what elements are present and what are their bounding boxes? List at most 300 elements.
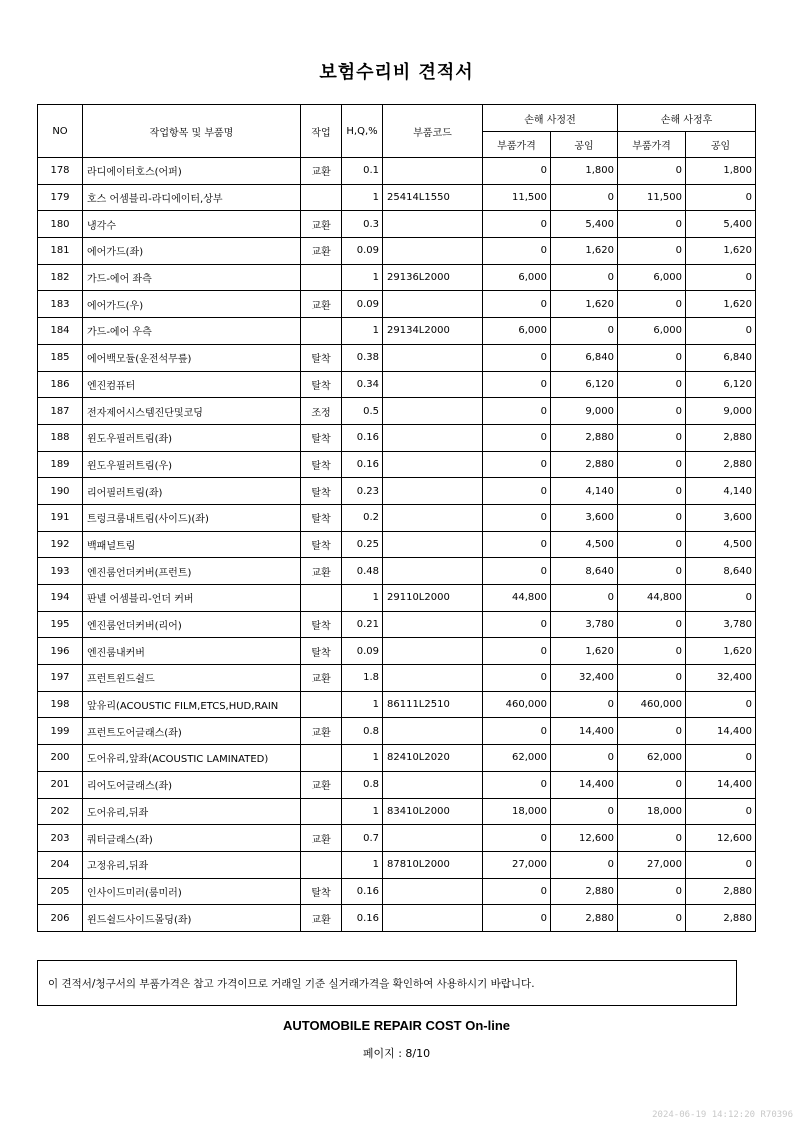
row-after-part-price: 44,800 [618,585,686,612]
row-item-name: 엔진컴퓨터 [83,371,301,398]
row-no: 205 [38,878,83,905]
row-after-part-price: 0 [618,238,686,265]
table-row [38,424,756,451]
row-after-labor: 0 [686,585,756,612]
row-item-name: 도어유리,앞좌(ACOUSTIC LAMINATED) [83,745,301,772]
row-no: 192 [38,531,83,558]
row-item-name: 판넬 어셈블리-언더 커버 [83,585,301,612]
row-part-code: 82410L2020 [383,745,483,772]
row-after-labor: 14,400 [686,718,756,745]
header-no: NO [38,105,83,158]
row-item-name: 냉각수 [83,211,301,238]
row-before-part-price: 0 [483,638,551,665]
row-work-type: 탈착 [301,531,342,558]
row-item-name: 앞유리(ACOUSTIC FILM,ETCS,HUD,RAIN [83,691,301,718]
row-before-labor: 6,120 [551,371,618,398]
row-before-part-price: 0 [483,371,551,398]
row-no: 181 [38,238,83,265]
row-work-type: 탈착 [301,371,342,398]
row-after-labor: 14,400 [686,771,756,798]
row-before-labor: 14,400 [551,718,618,745]
row-item-name: 쿼터글래스(좌) [83,825,301,852]
row-after-labor: 0 [686,851,756,878]
row-work-type: 교환 [301,158,342,185]
row-before-labor: 0 [551,798,618,825]
table-row [38,558,756,585]
row-after-part-price: 18,000 [618,798,686,825]
row-work-type: 교환 [301,771,342,798]
row-part-code: 29110L2000 [383,585,483,612]
row-after-part-price: 0 [618,825,686,852]
row-part-code: 29136L2000 [383,264,483,291]
row-part-code [383,424,483,451]
row-hq: 0.34 [342,371,383,398]
row-no: 201 [38,771,83,798]
row-item-name: 전자제어시스템진단및코딩 [83,398,301,425]
row-before-part-price: 0 [483,531,551,558]
row-before-part-price: 0 [483,344,551,371]
row-no: 190 [38,478,83,505]
row-part-code [383,638,483,665]
row-hq: 0.09 [342,291,383,318]
row-work-type: 교환 [301,291,342,318]
row-after-labor: 3,780 [686,611,756,638]
document-title: 보험수리비 견적서 [319,62,474,83]
row-work-type [301,798,342,825]
row-hq: 0.25 [342,531,383,558]
page-number: 페이지 : 8/10 [362,1047,431,1060]
row-after-labor: 4,500 [686,531,756,558]
row-after-labor: 0 [686,798,756,825]
row-part-code [383,611,483,638]
row-no: 196 [38,638,83,665]
header-after-labor: 공임 [686,132,756,158]
row-before-labor: 9,000 [551,398,618,425]
row-after-labor: 2,880 [686,424,756,451]
row-before-labor: 4,500 [551,531,618,558]
table-row [38,825,756,852]
row-hq: 1 [342,184,383,211]
header-before-labor: 공임 [551,132,618,158]
row-work-type: 탈착 [301,878,342,905]
row-before-part-price: 0 [483,478,551,505]
row-item-name: 가드-에어 우측 [83,318,301,345]
row-item-name: 엔진룸내커버 [83,638,301,665]
row-after-part-price: 0 [618,211,686,238]
table-row [38,638,756,665]
row-work-type: 교환 [301,905,342,932]
row-work-type: 탈착 [301,451,342,478]
row-before-part-price: 0 [483,211,551,238]
row-no: 203 [38,825,83,852]
row-before-labor: 5,400 [551,211,618,238]
row-work-type: 탈착 [301,478,342,505]
row-after-labor: 6,120 [686,371,756,398]
row-work-type: 교환 [301,558,342,585]
table-row [38,211,756,238]
row-before-labor: 0 [551,318,618,345]
row-before-part-price: 62,000 [483,745,551,772]
row-no: 188 [38,424,83,451]
table-row [38,291,756,318]
row-no: 178 [38,158,83,185]
row-hq: 0.8 [342,771,383,798]
row-part-code [383,238,483,265]
row-hq: 0.16 [342,424,383,451]
row-before-part-price: 0 [483,424,551,451]
row-before-part-price: 0 [483,291,551,318]
table-row [38,264,756,291]
row-before-labor: 0 [551,184,618,211]
row-item-name: 가드-에어 좌측 [83,264,301,291]
row-part-code [383,825,483,852]
row-before-labor: 14,400 [551,771,618,798]
row-before-part-price: 11,500 [483,184,551,211]
row-after-labor: 12,600 [686,825,756,852]
row-work-type: 탈착 [301,424,342,451]
row-no: 202 [38,798,83,825]
row-hq: 0.21 [342,611,383,638]
row-item-name: 엔진룸언더커버(리어) [83,611,301,638]
row-item-name: 리어필러트림(좌) [83,478,301,505]
row-work-type: 교환 [301,718,342,745]
header-before-part-price: 부품가격 [483,132,551,158]
row-before-labor: 12,600 [551,825,618,852]
table-row [38,184,756,211]
table-row [38,318,756,345]
row-work-type [301,691,342,718]
row-after-part-price: 0 [618,531,686,558]
row-before-labor: 2,880 [551,424,618,451]
row-before-part-price: 6,000 [483,264,551,291]
row-before-labor: 0 [551,585,618,612]
row-hq: 0.09 [342,238,383,265]
row-part-code [383,158,483,185]
row-no: 195 [38,611,83,638]
row-part-code [383,531,483,558]
table-row [38,878,756,905]
row-after-labor: 0 [686,691,756,718]
row-item-name: 에어가드(우) [83,291,301,318]
row-after-part-price: 6,000 [618,264,686,291]
table-row [38,585,756,612]
row-no: 200 [38,745,83,772]
row-part-code [383,451,483,478]
row-after-labor: 1,620 [686,238,756,265]
header-hq: H,Q,% [342,105,383,158]
row-item-name: 윈도우필러트림(우) [83,451,301,478]
row-hq: 1 [342,851,383,878]
row-hq: 1 [342,745,383,772]
row-no: 179 [38,184,83,211]
row-no: 199 [38,718,83,745]
row-part-code: 87810L2000 [383,851,483,878]
row-before-part-price: 0 [483,825,551,852]
table-row [38,344,756,371]
row-work-type: 교환 [301,665,342,692]
row-item-name: 에어가드(좌) [83,238,301,265]
row-hq: 0.16 [342,878,383,905]
row-after-labor: 1,620 [686,638,756,665]
row-no: 183 [38,291,83,318]
row-before-part-price: 0 [483,558,551,585]
row-after-labor: 3,600 [686,504,756,531]
row-after-labor: 4,140 [686,478,756,505]
row-after-part-price: 0 [618,451,686,478]
row-after-labor: 6,840 [686,344,756,371]
row-work-type [301,264,342,291]
header-after-assessment: 손해 사정후 [618,105,756,132]
row-after-part-price: 62,000 [618,745,686,772]
row-work-type [301,318,342,345]
row-no: 204 [38,851,83,878]
row-work-type: 조정 [301,398,342,425]
row-work-type: 탈착 [301,344,342,371]
row-after-part-price: 27,000 [618,851,686,878]
row-after-part-price: 0 [618,371,686,398]
row-work-type: 탈착 [301,611,342,638]
row-before-labor: 1,620 [551,238,618,265]
row-before-labor: 3,600 [551,504,618,531]
row-after-part-price: 0 [618,665,686,692]
row-after-labor: 0 [686,184,756,211]
row-before-labor: 2,880 [551,878,618,905]
row-part-code [383,771,483,798]
row-after-labor: 0 [686,745,756,772]
row-item-name: 윈도우필러트림(좌) [83,424,301,451]
row-part-code [383,878,483,905]
header-work: 작업 [301,105,342,158]
row-after-labor: 2,880 [686,451,756,478]
row-before-part-price: 27,000 [483,851,551,878]
row-item-name: 리어도어글래스(좌) [83,771,301,798]
table-row [38,371,756,398]
header-before-assessment: 손해 사정전 [483,105,618,132]
row-before-labor: 2,880 [551,451,618,478]
estimate-rows [38,158,756,932]
row-before-part-price: 0 [483,718,551,745]
row-after-part-price: 460,000 [618,691,686,718]
row-before-labor: 0 [551,851,618,878]
row-item-name: 프런트도어글래스(좌) [83,718,301,745]
row-hq: 0.1 [342,158,383,185]
row-hq: 0.48 [342,558,383,585]
row-after-part-price: 0 [618,638,686,665]
row-after-part-price: 0 [618,344,686,371]
row-before-labor: 8,640 [551,558,618,585]
table-row [38,531,756,558]
row-part-code [383,291,483,318]
row-no: 193 [38,558,83,585]
row-before-labor: 1,800 [551,158,618,185]
row-work-type: 교환 [301,825,342,852]
row-after-labor: 1,800 [686,158,756,185]
row-hq: 1.8 [342,665,383,692]
row-hq: 0.2 [342,504,383,531]
row-before-part-price: 460,000 [483,691,551,718]
row-work-type [301,745,342,772]
row-before-labor: 32,400 [551,665,618,692]
row-after-part-price: 0 [618,504,686,531]
row-item-name: 프런트윈드쉴드 [83,665,301,692]
row-item-name: 인사이드미러(룸미러) [83,878,301,905]
table-row [38,691,756,718]
row-part-code [383,478,483,505]
row-before-part-price: 0 [483,238,551,265]
row-before-part-price: 0 [483,504,551,531]
row-before-part-price: 0 [483,451,551,478]
row-after-labor: 5,400 [686,211,756,238]
row-no: 187 [38,398,83,425]
row-after-labor: 1,620 [686,291,756,318]
row-after-labor: 0 [686,318,756,345]
row-after-part-price: 0 [618,718,686,745]
table-row [38,771,756,798]
row-before-labor: 2,880 [551,905,618,932]
row-part-code: 86111L2510 [383,691,483,718]
row-hq: 0.09 [342,638,383,665]
row-work-type [301,851,342,878]
table-row [38,504,756,531]
row-part-code [383,371,483,398]
row-work-type: 교환 [301,211,342,238]
row-no: 206 [38,905,83,932]
row-part-code [383,211,483,238]
table-row [38,398,756,425]
row-work-type [301,184,342,211]
row-no: 182 [38,264,83,291]
header-after-part-price: 부품가격 [618,132,686,158]
row-part-code: 83410L2000 [383,798,483,825]
row-before-labor: 4,140 [551,478,618,505]
row-item-name: 라디에이터호스(어퍼) [83,158,301,185]
row-after-labor: 9,000 [686,398,756,425]
row-hq: 0.5 [342,398,383,425]
row-before-part-price: 0 [483,158,551,185]
row-after-labor: 8,640 [686,558,756,585]
row-before-part-price: 0 [483,771,551,798]
row-after-labor: 0 [686,264,756,291]
row-after-part-price: 0 [618,424,686,451]
row-part-code [383,398,483,425]
row-work-type: 탈착 [301,504,342,531]
row-hq: 1 [342,691,383,718]
table-row [38,745,756,772]
table-row [38,478,756,505]
row-part-code: 29134L2000 [383,318,483,345]
row-hq: 1 [342,264,383,291]
row-after-part-price: 0 [618,158,686,185]
row-after-part-price: 0 [618,398,686,425]
row-before-labor: 1,620 [551,638,618,665]
row-before-labor: 6,840 [551,344,618,371]
row-before-labor: 0 [551,264,618,291]
row-no: 198 [38,691,83,718]
row-item-name: 백패널트림 [83,531,301,558]
header-item: 작업항목 및 부품명 [83,105,301,158]
row-no: 197 [38,665,83,692]
header-part-code: 부품코드 [383,105,483,158]
row-hq: 0.16 [342,905,383,932]
row-before-labor: 0 [551,691,618,718]
row-no: 191 [38,504,83,531]
row-hq: 1 [342,798,383,825]
row-no: 189 [38,451,83,478]
row-before-labor: 3,780 [551,611,618,638]
row-before-part-price: 0 [483,905,551,932]
footer-title: AUTOMOBILE REPAIR COST On-line [282,1018,511,1033]
row-hq: 0.7 [342,825,383,852]
row-part-code [383,665,483,692]
row-hq: 0.8 [342,718,383,745]
row-part-code [383,504,483,531]
row-before-part-price: 0 [483,665,551,692]
row-work-type [301,585,342,612]
row-no: 185 [38,344,83,371]
row-item-name: 엔진룸언더커버(프런트) [83,558,301,585]
row-before-part-price: 18,000 [483,798,551,825]
row-after-labor: 2,880 [686,878,756,905]
table-row [38,851,756,878]
print-timestamp: 2024-06-19 14:12:20 R70396 [652,1110,793,1120]
row-after-part-price: 11,500 [618,184,686,211]
row-before-part-price: 0 [483,611,551,638]
row-before-part-price: 6,000 [483,318,551,345]
price-notice: 이 견적서/청구서의 부품가격은 참고 가격이므로 거래일 기준 실거래가격을 확인하여 사용하시기 바랍니다. [37,960,737,1006]
row-hq: 1 [342,318,383,345]
row-before-labor: 1,620 [551,291,618,318]
table-row [38,611,756,638]
row-after-part-price: 0 [618,878,686,905]
row-after-labor: 2,880 [686,905,756,932]
row-hq: 0.23 [342,478,383,505]
table-row [38,798,756,825]
row-after-part-price: 6,000 [618,318,686,345]
row-part-code [383,718,483,745]
table-row [38,905,756,932]
row-after-part-price: 0 [618,771,686,798]
row-after-part-price: 0 [618,291,686,318]
row-before-part-price: 44,800 [483,585,551,612]
row-work-type: 탈착 [301,638,342,665]
row-before-part-price: 0 [483,878,551,905]
row-item-name: 호스 어셈블리-라디에이터,상부 [83,184,301,211]
row-no: 180 [38,211,83,238]
row-no: 184 [38,318,83,345]
row-work-type: 교환 [301,238,342,265]
row-no: 194 [38,585,83,612]
row-after-labor: 32,400 [686,665,756,692]
table-row [38,718,756,745]
row-part-code [383,344,483,371]
row-item-name: 윈드쉴드사이드몰딩(좌) [83,905,301,932]
row-after-part-price: 0 [618,611,686,638]
row-after-part-price: 0 [618,905,686,932]
row-item-name: 트렁크룸내트림(사이드)(좌) [83,504,301,531]
table-row [38,158,756,185]
row-hq: 1 [342,585,383,612]
row-part-code [383,905,483,932]
row-before-labor: 0 [551,745,618,772]
row-item-name: 도어유리,뒤좌 [83,798,301,825]
row-part-code: 25414L1550 [383,184,483,211]
table-row [38,238,756,265]
row-hq: 0.38 [342,344,383,371]
row-part-code [383,558,483,585]
row-after-part-price: 0 [618,558,686,585]
row-before-part-price: 0 [483,398,551,425]
row-after-part-price: 0 [618,478,686,505]
